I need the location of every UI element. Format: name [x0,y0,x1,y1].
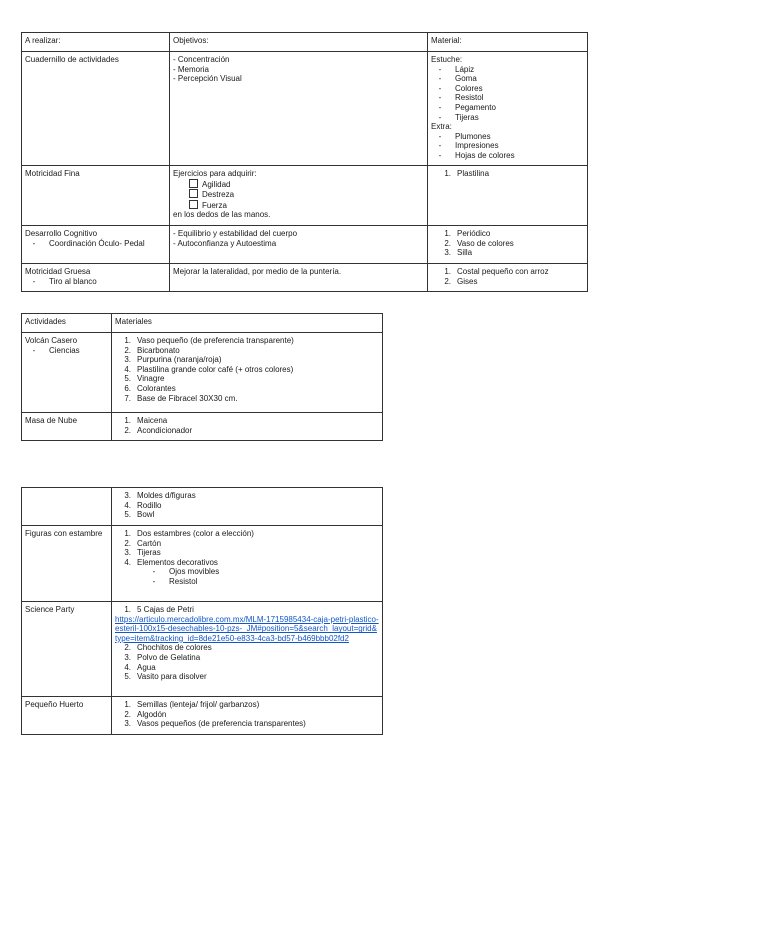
table-row [22,264,588,292]
checkbox-item: Destreza [173,189,424,200]
materials-cell [112,602,383,697]
material-cell: Estuche: - Lápiz - Goma - Colores - Resistol - Pegamento - Tijeras Extra: - Plumones - Impresiones - Hojas de colores [428,52,588,166]
list-item: 4. Plastilina grande color café (+ otros colores) [124,364,294,374]
list-item: 4. Rodillo [124,500,162,510]
list-item: 1. Costal pequeño con arroz [444,267,549,276]
table-row [22,526,383,602]
list-item: - Lápiz [438,64,475,74]
header-cell: Materiales [112,314,383,333]
list-item: - Ciencias [32,345,80,355]
table-row [22,166,588,226]
checkbox-icon [189,189,198,198]
list-item: 3. Silla [444,248,473,258]
list-item: - Pegamento [438,102,496,112]
checkbox-item: Fuerza [173,200,424,211]
material-cell [428,264,588,292]
activity-cell: Pequeño Huerto [22,697,112,735]
header-cell: Objetivos: [170,33,428,52]
materials-cell [112,333,383,413]
checkbox-item: Agilidad [173,179,424,190]
table-row [22,52,588,166]
activity-cell: Motricidad Fina [22,166,170,226]
activity-cell: Cuadernillo de actividades [22,52,170,166]
activities-objectives-table [21,32,588,292]
header-cell: Actividades [22,314,112,333]
list-item: 1. Plastilina [444,169,490,178]
list-item: 2. Gises [444,276,478,286]
list-item: 5. Vinagre [124,374,165,384]
list-item: 2. Bicarbonato [124,345,180,355]
list-item: 4. Elementos decorativos [124,557,218,567]
list-item: 6. Colorantes [124,383,176,393]
list-item: 1. Dos estambres (color a elección) [124,529,254,538]
list-item: 2. Chochitos de colores [124,643,212,653]
list-item: 7. Base de Fibracel 30X30 cm. [124,393,238,403]
list-item: - Ojos movibles [152,567,220,577]
activities-materials-continued-table [21,487,383,735]
header-cell: Material: [428,33,588,52]
objectives-cell: - Concentración - Memoria - Percepción Visual [170,52,428,166]
list-item: - Tijeras [438,112,479,122]
list-item: 1. Vaso pequeño (de preferencia transparente) [124,336,294,345]
list-item: 2. Vaso de colores [444,238,514,248]
petri-dish-link[interactable]: https://articulo.mercadolibre.com.mx/MLM-1715985434-caja-petri-plastico-esteril-100x15-desechables-10-pzs-_JM#position=5&search_layout=grid&type=item&tracking_id=8de21e50-e833-4ca3-bd57-b469bbb02fd2 [115,614,379,643]
activities-materials-table [21,313,383,441]
activity-cell: Masa de Nube [22,413,112,441]
table-row [22,226,588,264]
list-item: 1. Semillas (lenteja/ frijol/ garbanzos) [124,700,260,709]
activity-cell: Figuras con estambre [22,526,112,602]
table-row [22,333,383,413]
objectives-cell: - Equilibrio y estabilidad del cuerpo - Autoconfianza y Autoestima [170,226,428,264]
list-item: - Plumones [438,131,491,141]
materials-cell [112,413,383,441]
activity-cell: Motricidad Gruesa - Tiro al blanco [22,264,170,292]
checkbox-icon [189,200,198,209]
list-item: 1. Maicena [124,416,168,425]
materials-cell [112,526,383,602]
list-item: - Colores [438,83,483,93]
list-item: - Goma [438,74,477,84]
material-cell [428,226,588,264]
table-row [22,488,383,526]
activity-cell [22,488,112,526]
table-row [22,413,383,441]
objectives-cell: Ejercicios para adquirir: Agilidad Destreza Fuerza en los dedos de las manos. [170,166,428,226]
list-item: 4. Agua [124,662,156,672]
materials-cell [112,697,383,735]
list-item: 3. Moldes d/figuras [124,491,196,500]
materials-cell [112,488,383,526]
activity-cell: Science Party [22,602,112,697]
list-item: 1. Periódico [444,229,491,238]
activity-cell: Volcán Casero - Ciencias [22,333,112,413]
list-item: 5. Vasito para disolver [124,672,207,682]
list-item: - Resistol [152,576,198,586]
list-item: 3. Purpurina (naranja/roja) [124,355,222,365]
material-cell [428,166,588,226]
list-item: 1. 5 Cajas de Petri [124,605,194,614]
list-item: 2. Acondicionador [124,425,193,435]
list-item: 3. Vasos pequeños (de preferencia transparentes) [124,719,306,729]
header-cell: A realizar: [22,33,170,52]
table-row [22,697,383,735]
list-item: - Hojas de colores [438,150,515,160]
list-item: 3. Polvo de Gelatina [124,652,201,662]
list-item: 2. Algodón [124,709,167,719]
objectives-cell: Mejorar la lateralidad, por medio de la puntería. [170,264,428,292]
list-item: - Tiro al blanco [32,276,97,286]
checkbox-icon [189,179,198,188]
list-item: 3. Tijeras [124,548,161,558]
list-item: - Coordinación Óculo- Pedal [32,238,145,248]
list-item: 5. Bowl [124,510,155,520]
list-item: - Resistol [438,93,484,103]
list-item: - Impresiones [438,141,499,151]
activity-cell: Desarrollo Cognitivo - Coordinación Óculo- Pedal [22,226,170,264]
table-row [22,602,383,697]
list-item: 2. Cartón [124,538,162,548]
